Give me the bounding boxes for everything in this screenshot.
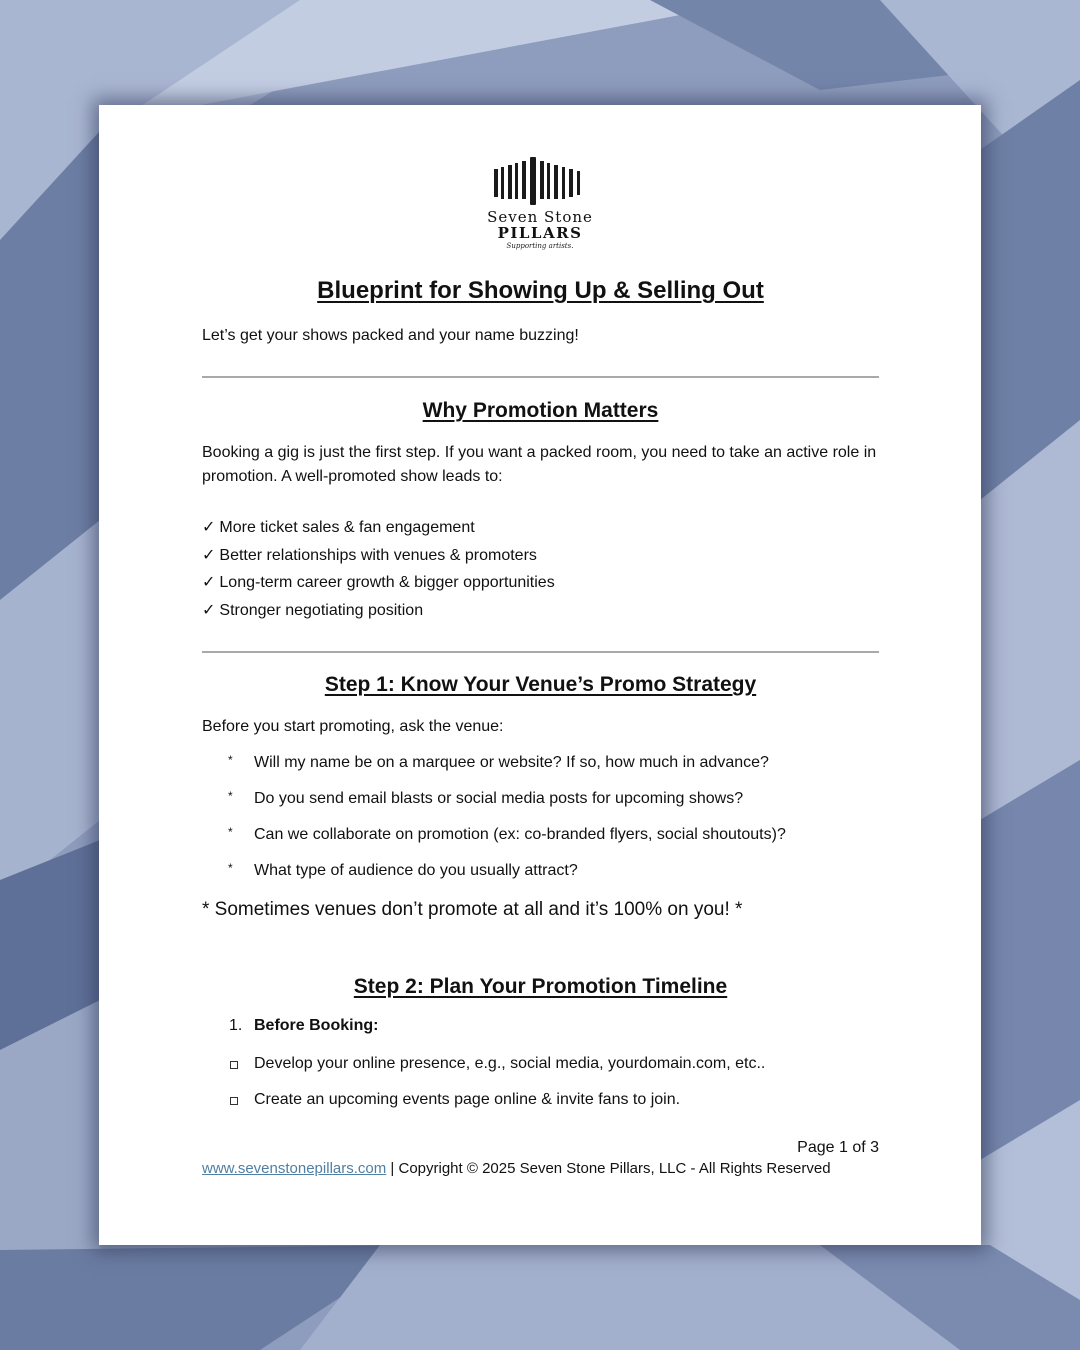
list-item: * What type of audience do you usually attract?	[202, 853, 879, 889]
venue-questions-list	[202, 745, 879, 889]
venue-questions-wrap	[202, 745, 879, 889]
why-paragraph: Booking a gig is just the first step. If you want a packed room, you need to take an active role in promotion. A well-promoted show leads to:	[202, 444, 877, 485]
step1-note-wrap	[202, 897, 879, 923]
bullet-icon: *	[228, 753, 233, 767]
intro-text: Let’s get your shows packed and your name buzzing!	[202, 327, 579, 344]
why-heading: Why Promotion Matters	[422, 399, 659, 422]
step1-lead: Before you start promoting, ask the venue:	[202, 718, 504, 735]
divider	[202, 376, 879, 378]
benefits-list-wrap	[202, 514, 879, 624]
checkmark-icon: ✓	[202, 574, 216, 591]
bullet-icon: *	[228, 789, 233, 803]
step1-lead-wrap	[202, 715, 879, 739]
why-body	[202, 441, 879, 489]
list-item: ✓ Stronger negotiating position	[202, 601, 424, 619]
intro-block	[202, 324, 879, 348]
list-item: Create an upcoming events page online & invite fans to join.	[202, 1082, 879, 1118]
title-block	[202, 277, 879, 305]
checkbox-square-icon	[230, 1097, 238, 1105]
step2-phase-wrap	[202, 1017, 879, 1035]
bullet-icon: *	[228, 861, 233, 875]
pillars-logo-icon	[492, 157, 588, 205]
booking-tasks-list	[202, 1046, 879, 1118]
list-item: * Do you send email blasts or social media posts for upcoming shows?	[202, 781, 879, 817]
phase-number: 1.	[229, 1017, 243, 1034]
footer	[202, 1160, 831, 1177]
checkbox-square-icon	[230, 1061, 238, 1069]
logo-wordmark-top: Seven Stone	[487, 208, 593, 226]
benefits-list	[202, 514, 879, 624]
list-item: * Will my name be on a marquee or website? If so, how much in advance?	[202, 745, 879, 781]
divider	[202, 651, 879, 653]
step2-heading: Step 2: Plan Your Promotion Timeline	[353, 975, 728, 998]
phase-label: Before Booking:	[254, 1017, 379, 1034]
venue-note: * Sometimes venues don’t promote at all and it’s 100% on you! *	[202, 899, 743, 920]
logo-wordmark-bottom: PILLARS	[497, 224, 583, 242]
page-number: Page 1 of 3	[797, 1139, 879, 1156]
list-item: ✓ More ticket sales & fan engagement	[202, 519, 475, 536]
list-item: ✓ Better relationships with venues & promoters	[202, 546, 537, 564]
checkmark-icon: ✓	[202, 601, 216, 619]
document-page	[99, 105, 981, 1245]
copyright-text: | Copyright © 2025 Seven Stone Pillars, LLC - All Rights Reserved	[386, 1160, 831, 1177]
step2-section	[202, 975, 879, 999]
document-title: Blueprint for Showing Up & Selling Out	[317, 277, 764, 304]
horizontal-rule	[202, 651, 879, 653]
list-item: ✓ Long-term career growth & bigger opportunities	[202, 574, 555, 591]
why-section	[202, 399, 879, 423]
list-item: * Can we collaborate on promotion (ex: co-branded flyers, social shoutouts)?	[202, 817, 879, 853]
step2-tasks-wrap	[202, 1046, 879, 1118]
step1-section	[202, 673, 879, 697]
step1-heading: Step 1: Know Your Venue’s Promo Strategy	[324, 673, 757, 696]
website-link[interactable]: www.sevenstonepillars.com	[202, 1160, 387, 1177]
company-logo	[99, 157, 981, 250]
checkmark-icon: ✓	[202, 519, 216, 536]
list-item: Develop your online presence, e.g., social media, yourdomain.com, etc..	[202, 1046, 879, 1082]
phase-heading	[202, 1017, 879, 1035]
checkmark-icon: ✓	[202, 546, 216, 564]
horizontal-rule	[202, 376, 879, 378]
logo-tagline: Supporting artists.	[506, 242, 574, 250]
bullet-icon: *	[228, 825, 233, 839]
